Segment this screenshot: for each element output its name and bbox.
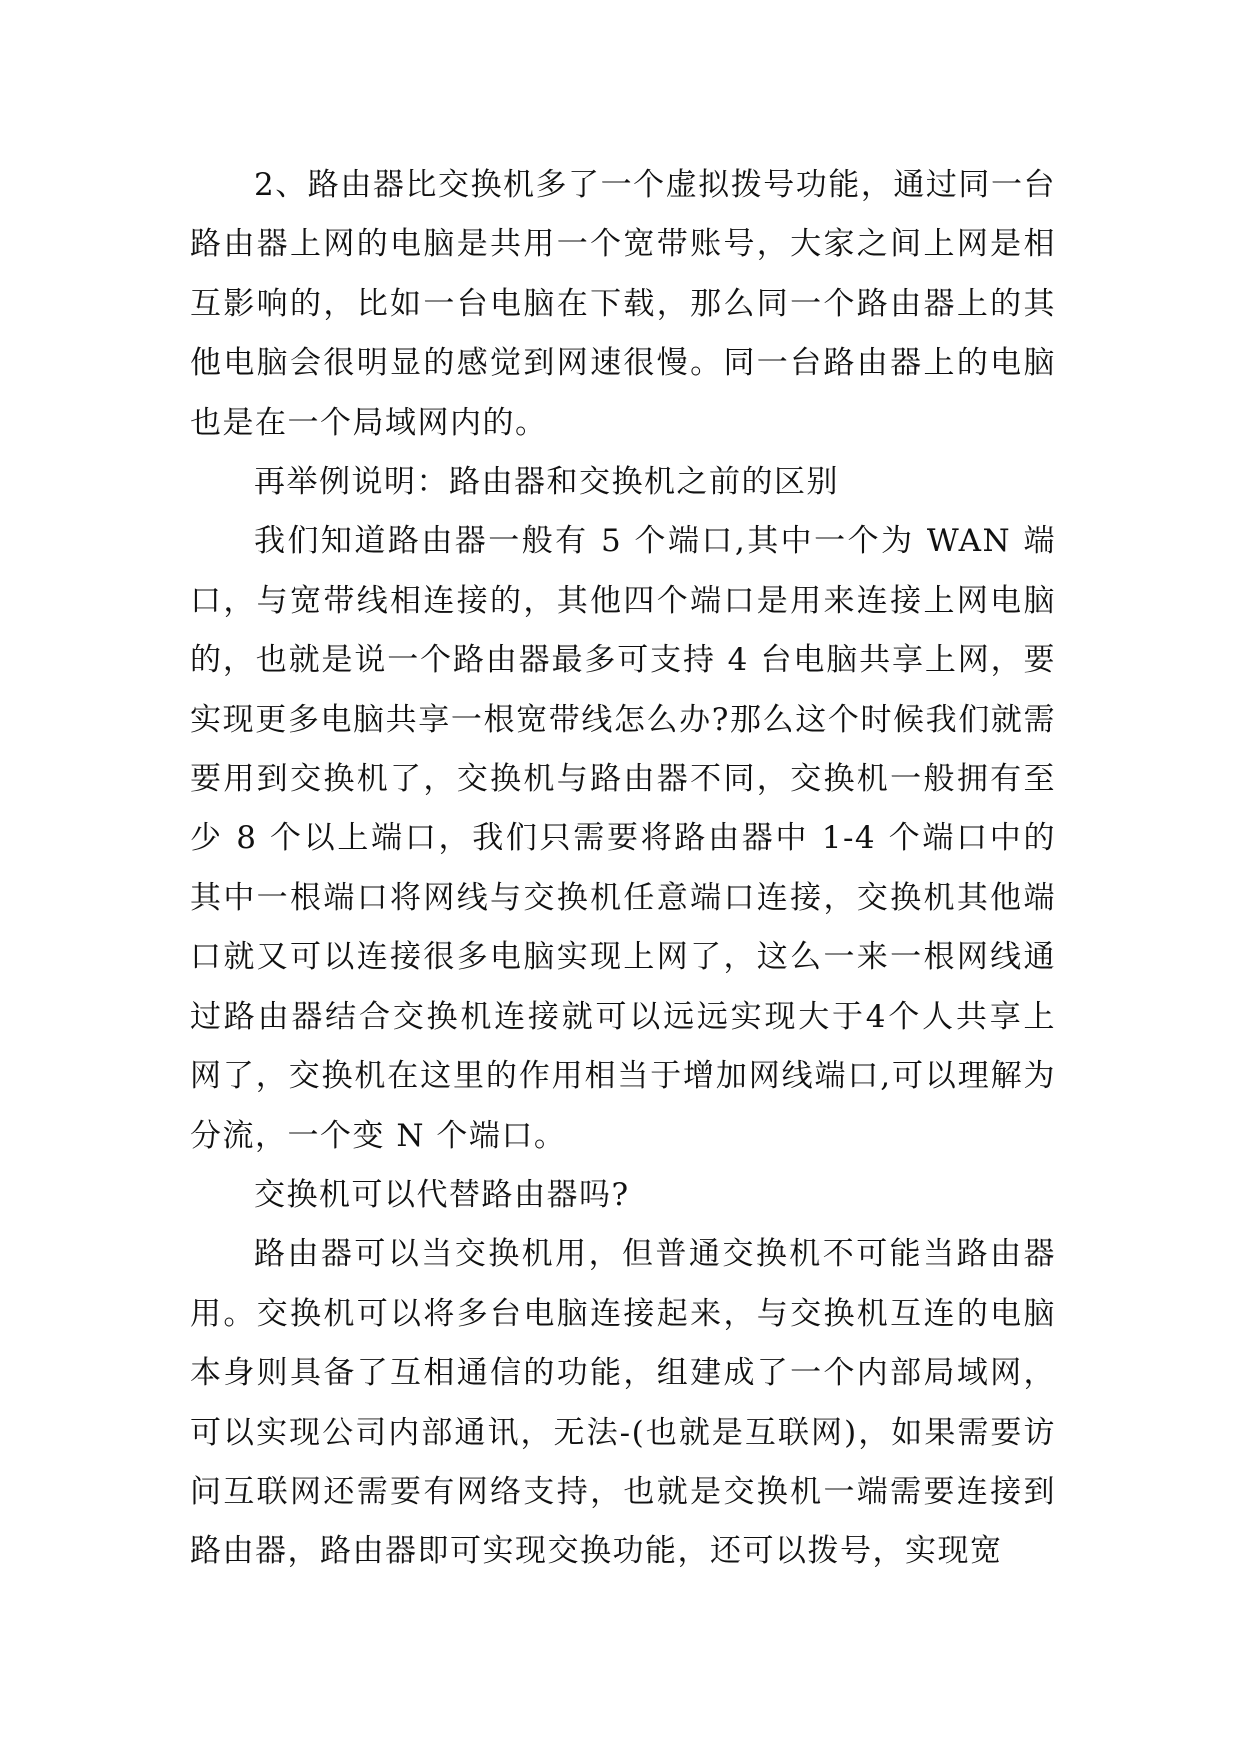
document-body <box>190 156 1056 1582</box>
paragraph-switch-vs-router: 路由器可以当交换机用，但普通交换机不可能当路由器用。交换机可以将多台电脑连接起来，与交换机互连的电脑本身则具备了互相通信的功能，组建成了一个内部局域网，可以实现公司内部通讯，无法-(也就是互联网)，如果需要访问互联网还需要有网络支持，也就是交换机一端需要连接到路由器，路由器即可实现交换功能，还可以拨号，实现宽 <box>190 1236 1056 1570</box>
paragraph-ports-explanation: 我们知道路由器一般有 5 个端口,其中一个为 WAN 端口，与宽带线相连接的，其他四个端口是用来连接上网电脑的，也就是说一个路由器最多可支持 4 台电脑共享上网，要实现更多电脑共享一根宽带线怎么办?那么这个时候我们就需要用到交换机了，交换机与路由器不同，交换机一般拥有至少 8 个以上端口，我们只需要将路由器中 1-4 个端口中的其中一根端口将网线与交换机任意端口连接，交换机其他端口就又可以连接很多电脑实现上网了，这么一来一根网线通过路由器结合交换机连接就可以远远实现大于4个人共享上网了，交换机在这里的作用相当于增加网线端口,可以理解为分流，一个变 N 个端口。 <box>190 523 1056 1154</box>
paragraph-example-heading: 再举例说明：路由器和交换机之前的区别 <box>254 464 839 501</box>
paragraph-router-dialup: 2、路由器比交换机多了一个虚拟拨号功能，通过同一台路由器上网的电脑是共用一个宽带账号，大家之间上网是相互影响的，比如一台电脑在下载，那么同一个路由器上的其他电脑会很明显的感觉到网速很慢。同一台路由器上的电脑也是在一个局域网内的。 <box>190 167 1056 441</box>
paragraph-question-heading: 交换机可以代替路由器吗? <box>254 1176 630 1213</box>
